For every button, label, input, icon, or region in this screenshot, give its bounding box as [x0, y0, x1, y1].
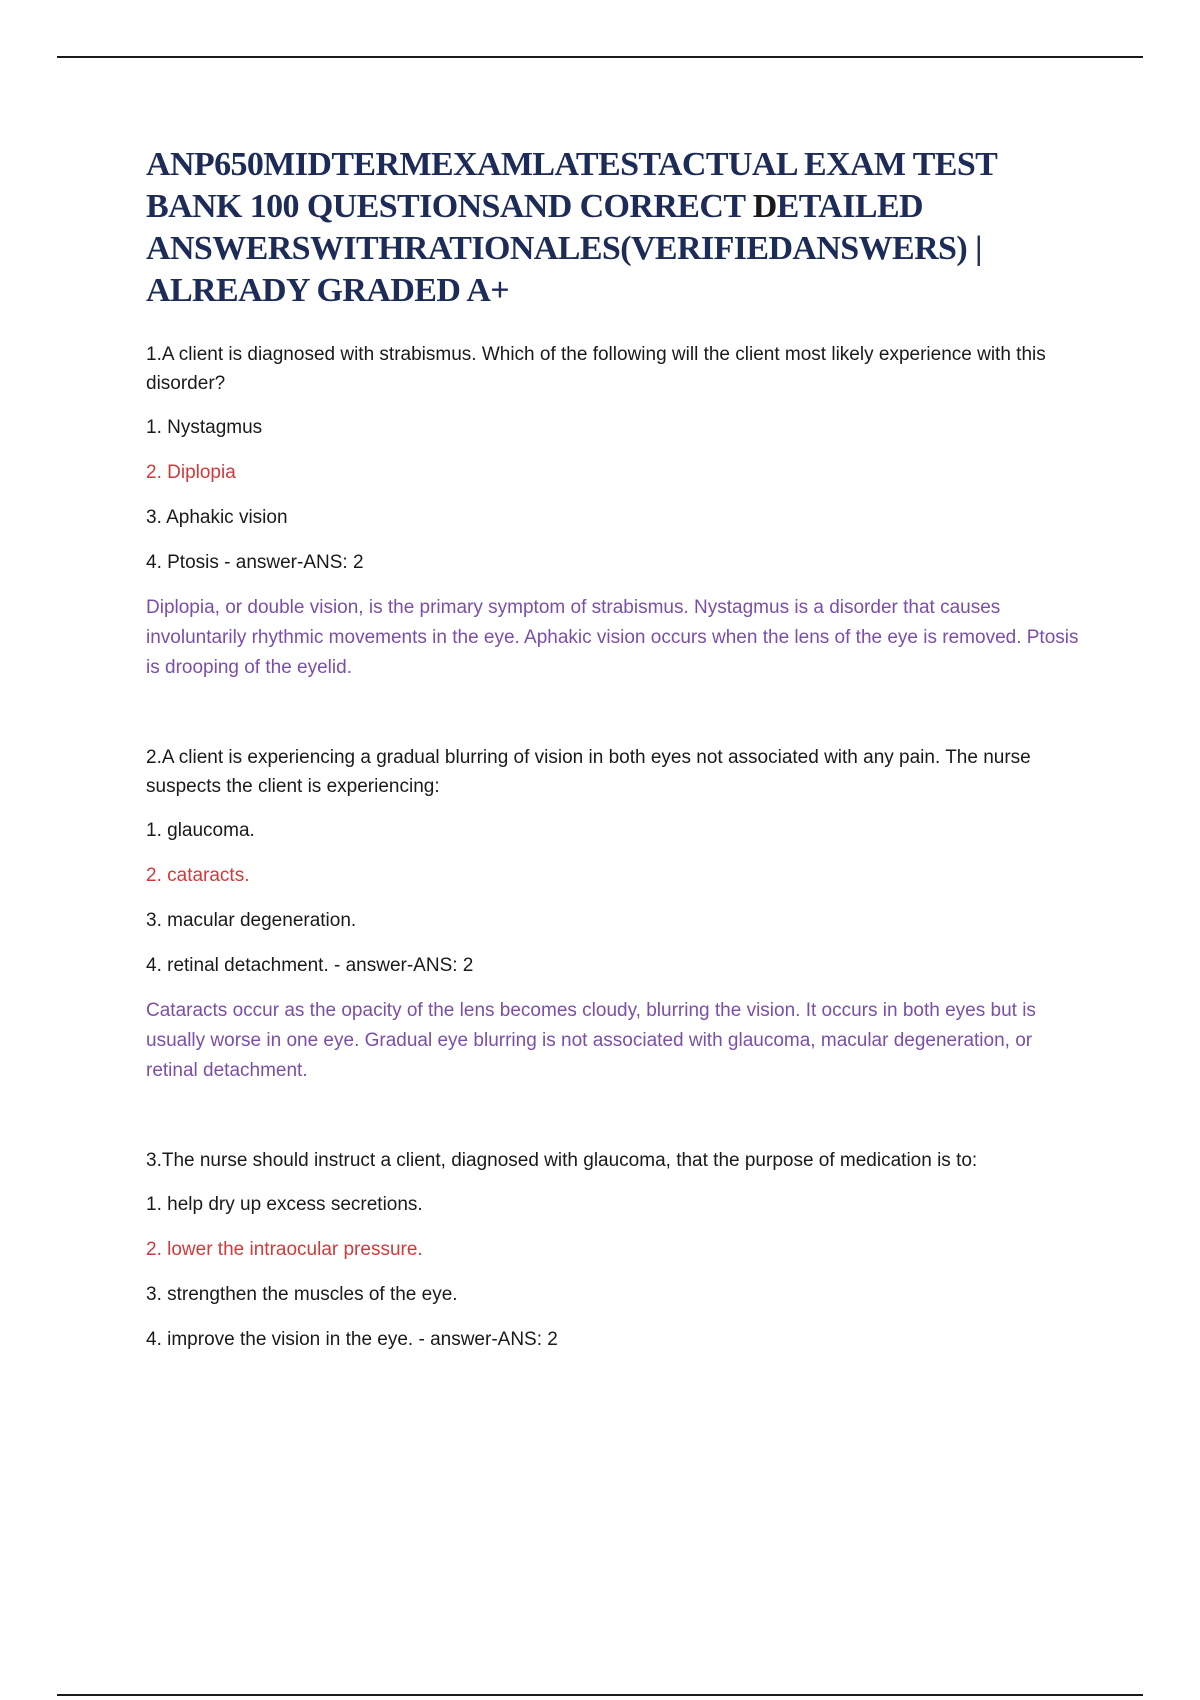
question-1	[146, 340, 1086, 683]
question-1-rationale: Diplopia, or double vision, is the primary symptom of strabismus. Nystagmus is a disorder that causes involuntarily rhythmic movements in the eye. Aphakic vision occurs when the lens of the eye is removed. Ptosis is drooping of the eyelid.	[146, 597, 1079, 678]
page-content	[146, 144, 1086, 1370]
question-3-option-2-correct: 2. lower the intraocular pressure.	[146, 1239, 423, 1260]
document-title-part-1: ANP650MIDTERMEXAMLATESTACTUAL EXAM TEST BANK 100 QUESTIONSAND CORRECT	[146, 146, 998, 225]
question-2-option-1: 1. glaucoma.	[146, 820, 255, 841]
question-2-option-3: 3. macular degeneration.	[146, 910, 357, 931]
document-title	[146, 144, 1086, 312]
question-2-stem: 2.A client is experiencing a gradual blurring of vision in both eyes not associated with any pain. The nurse suspects the client is experiencing:	[146, 747, 1031, 797]
question-1-stem: 1.A client is diagnosed with strabismus. Which of the following will the client most likely experience with this disorder?	[146, 344, 1046, 394]
question-3-option-3: 3. strengthen the muscles of the eye.	[146, 1284, 458, 1305]
question-1-option-1: 1. Nystagmus	[146, 417, 263, 438]
question-3-stem: 3.The nurse should instruct a client, diagnosed with glaucoma, that the purpose of medication is to:	[146, 1150, 978, 1171]
question-1-option-2-correct: 2. Diplopia	[146, 462, 236, 483]
question-3	[146, 1146, 1086, 1354]
question-3-option-4: 4. improve the vision in the eye. - answer-ANS: 2	[146, 1329, 558, 1350]
header-rule	[57, 56, 1143, 58]
footer-rule	[57, 1694, 1143, 1696]
question-1-option-4: 4. Ptosis - answer-ANS: 2	[146, 552, 364, 573]
question-1-option-3: 3. Aphakic vision	[146, 507, 288, 528]
question-2-option-4: 4. retinal detachment. - answer-ANS: 2	[146, 955, 474, 976]
question-2-rationale: Cataracts occur as the opacity of the lens becomes cloudy, blurring the vision. It occurs in both eyes but is usually worse in one eye. Gradual eye blurring is not associated with glaucoma, macular degeneration, or retinal detachment.	[146, 1000, 1036, 1081]
document-title-part-2: D	[752, 188, 777, 225]
question-2	[146, 743, 1086, 1086]
question-2-option-2-correct: 2. cataracts.	[146, 865, 250, 886]
document-title-part-3: ETAILED ANSWERSWITHRATIONALES(VERIFIEDANSWERS) | ALREADY GRADED A+	[146, 188, 982, 309]
question-3-option-1: 1. help dry up excess secretions.	[146, 1194, 423, 1215]
